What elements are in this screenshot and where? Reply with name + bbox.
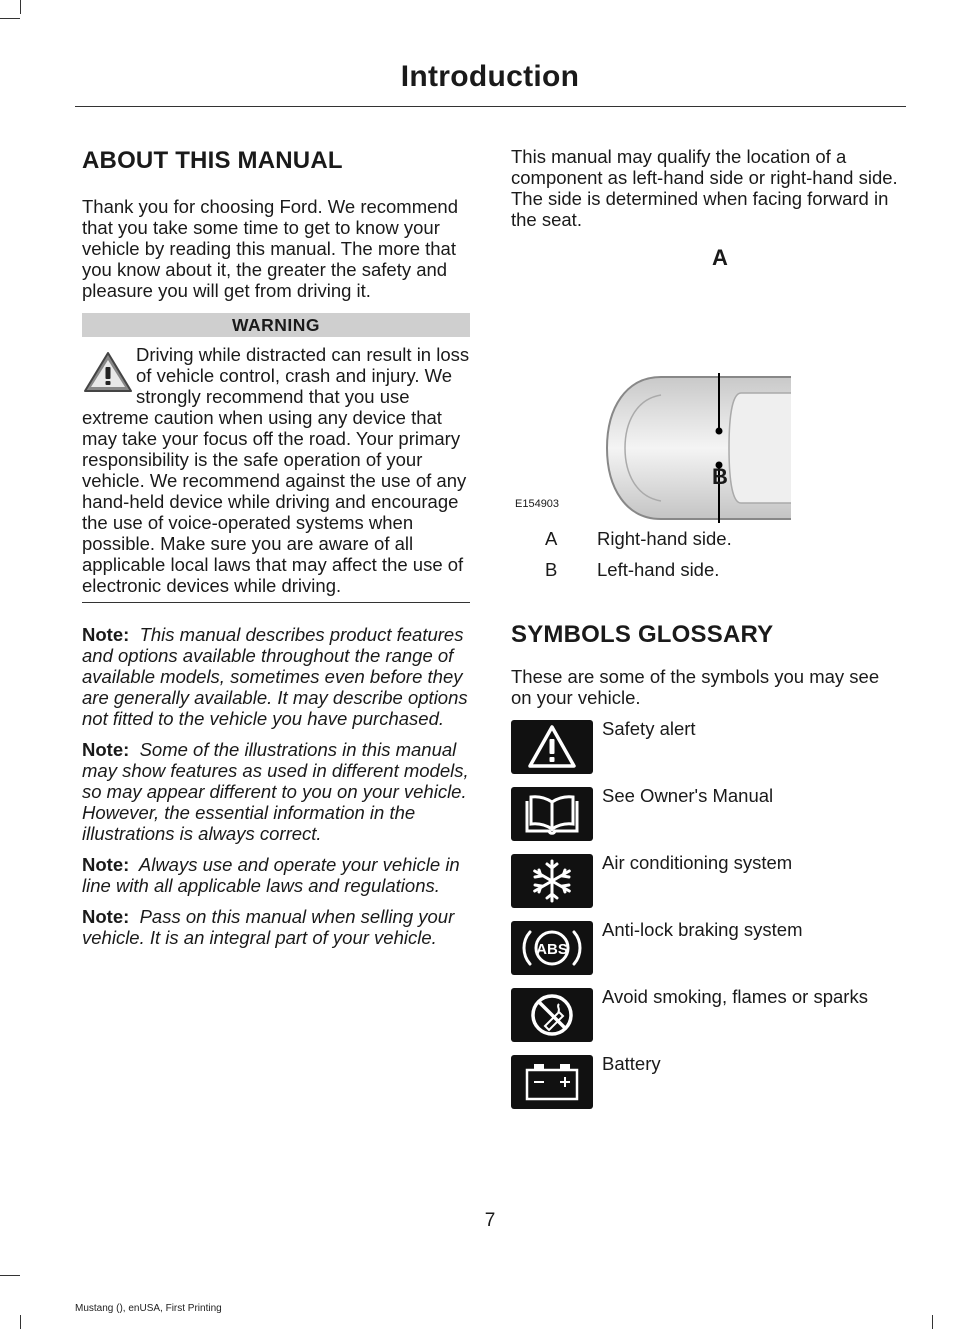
symbol-label: Air conditioning system [602, 852, 793, 873]
symbol-row [511, 852, 903, 919]
note-item [82, 624, 470, 729]
glossary-intro: These are some of the symbols you may see on your vehicle. [511, 666, 880, 708]
legend-row [511, 559, 903, 590]
legend-row [511, 528, 903, 559]
figure-callout-a: A [712, 245, 728, 270]
crop-mark [20, 1315, 21, 1329]
safety-alert-icon [511, 720, 593, 774]
battery-icon [511, 1055, 593, 1109]
legend-key: B [545, 559, 558, 580]
no-smoking-icon [511, 988, 593, 1042]
legend-value: Left-hand side. [597, 559, 720, 580]
notes-list [82, 624, 470, 948]
legend-value: Right-hand side. [597, 528, 732, 549]
air-conditioning-icon [511, 854, 593, 908]
figure-callout-b: B [712, 464, 728, 489]
symbol-label: Battery [602, 1053, 661, 1074]
warning-triangle-icon [82, 350, 134, 394]
page-title: Introduction [400, 60, 580, 93]
abs-icon [511, 921, 593, 975]
abs-icon-text: ABS [536, 941, 568, 958]
note-item [82, 906, 470, 948]
symbol-row [511, 986, 903, 1053]
symbol-label: See Owner's Manual [602, 785, 774, 806]
note-item [82, 739, 470, 844]
symbol-label: Safety alert [602, 718, 696, 739]
symbols-list [511, 718, 903, 1125]
about-intro: Thank you for choosing Ford. We recommend that you take some time to get to know your vehicle by reading this manual. The more that you know about it, the greater the safety and pleasure you will get from driving it. [82, 196, 458, 301]
crop-mark [932, 1315, 933, 1329]
note-text: This manual describes product features and options available throughout the range of available models, sometimes even before they are generally available. It may describe options not fitted to the vehicle you have purchased. [82, 624, 468, 729]
sides-intro: This manual may qualify the location of a component as left-hand side or right-hand side. The side is determined when facing forward in the seat. [511, 146, 898, 230]
note-text: Pass on this manual when selling your vehicle. It is an integral part of your vehicle. [82, 906, 455, 948]
crop-mark [20, 0, 21, 14]
symbol-row [511, 919, 903, 986]
symbol-label: Anti-lock braking system [602, 919, 803, 940]
warning-box [82, 313, 470, 603]
warning-body [82, 344, 470, 596]
legend-key: A [545, 528, 558, 549]
header-divider [75, 106, 906, 107]
symbol-label: Avoid smoking, flames or sparks [602, 986, 868, 1007]
note-label: Note: [82, 739, 130, 760]
symbol-row [511, 718, 903, 785]
note-label: Note: [82, 906, 130, 927]
note-label: Note: [82, 624, 130, 645]
note-text: Some of the illustrations in this manual may show features as used in different models, so may appear different to you on your vehicle. However, the essential information in the illustrations is always correct. [82, 739, 469, 844]
symbol-row [511, 785, 903, 852]
car-top-view-icon [601, 373, 801, 523]
owners-manual-icon [511, 787, 593, 841]
warning-divider [82, 602, 470, 603]
vehicle-sides-figure [511, 245, 903, 513]
crop-mark [0, 1275, 20, 1276]
warning-text: Driving while distracted can result in loss of vehicle control, crash and injury. We strongly recommend that you use extreme caution when using any device that may take your focus off the road. Your primary responsibility is the safe operation of your vehicle. We recommend against the use of any hand-held device while driving and encourage the use of voice-operated systems when possible. Make sure you are aware of all applicable local laws that may affect the use of electronic devices while driving. [82, 344, 470, 596]
warning-label: WARNING [82, 313, 470, 337]
crop-mark [0, 18, 20, 19]
sides-legend [511, 528, 903, 590]
left-column [82, 146, 470, 948]
page-number: 7 [484, 1210, 496, 1231]
figure-code: E154903 [515, 498, 560, 510]
about-heading: ABOUT THIS MANUAL [82, 147, 343, 174]
right-column [511, 146, 903, 1125]
footer-text: Mustang (), enUSA, First Printing [75, 1303, 222, 1314]
note-label: Note: [82, 854, 130, 875]
symbol-row [511, 1053, 903, 1125]
note-item [82, 854, 470, 896]
note-text: Always use and operate your vehicle in line with all applicable laws and regulations. [82, 854, 460, 896]
glossary-heading: SYMBOLS GLOSSARY [511, 621, 774, 648]
